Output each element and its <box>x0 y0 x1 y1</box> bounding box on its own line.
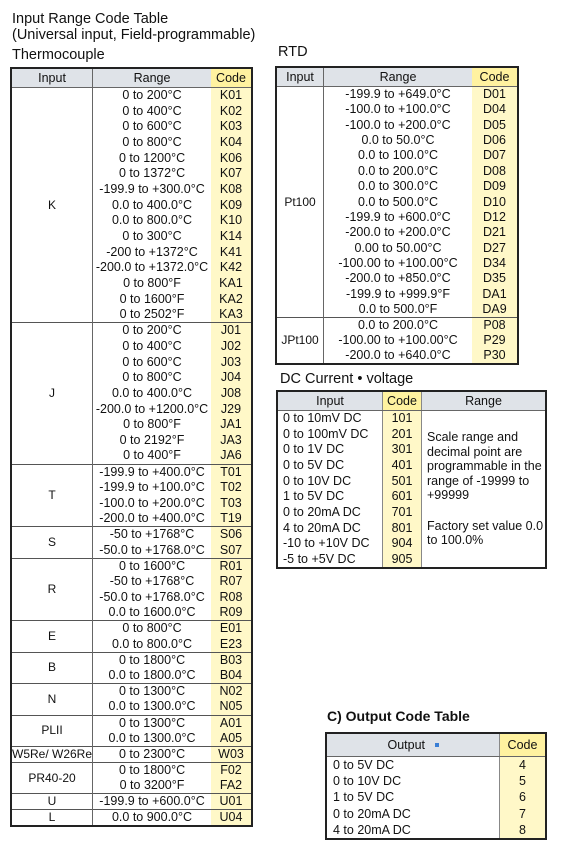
tc-code-cell: A05 <box>211 731 252 747</box>
tc-code-cell: N05 <box>211 699 252 715</box>
tc-group-label: L <box>11 810 93 827</box>
tc-range-cell: -200 to +1372°C <box>106 244 198 259</box>
tc-code-cell: R09 <box>211 605 252 621</box>
tc-group-label: N <box>11 684 93 715</box>
tc-range-cell: 0 to 1300°C <box>93 715 211 731</box>
rtd-header-input: Input <box>276 67 324 87</box>
tc-range-cell: 0 to 600°C <box>122 354 182 369</box>
out-output-cell: 0 to 20mA DC <box>326 806 500 823</box>
tc-range-cell: -200.0 to +1372.0°C <box>95 260 209 275</box>
dc-code-cell: 501 <box>383 473 422 489</box>
tc-header-code: Code <box>211 68 252 88</box>
tc-range-cell: -50 to +1768°C <box>93 527 211 543</box>
tc-code-cell: U04 <box>211 810 252 827</box>
tc-range-cell: 0 to 800°F <box>123 417 181 432</box>
dc-code-cell: 801 <box>383 520 422 536</box>
tc-code-cell: T03 <box>211 495 252 511</box>
tc-range-cell: -200.0 to +400.0°C <box>99 511 205 526</box>
tc-code-cell: K02 <box>211 103 252 119</box>
tc-range-cell: 0.0 to 1300.0°C <box>108 730 196 745</box>
tc-code-cell: U01 <box>211 794 252 810</box>
rtd-range-cell: 0.0 to 100.0°C <box>357 148 439 163</box>
thermocouple-table <box>10 67 253 827</box>
tc-range-cell: 0.0 to 1800.0°C <box>108 668 196 683</box>
tc-range-cell: -199.9 to +400.0°C <box>93 464 211 480</box>
tc-code-cell: J04 <box>211 370 252 386</box>
tc-range-cell: 0 to 1300°C <box>93 684 211 700</box>
tc-group-label: T <box>11 464 93 527</box>
tc-group-label: B <box>11 652 93 683</box>
rtd-code-cell: D21 <box>472 225 518 240</box>
dc-note-factory: Factory set value 0.0 to 100.0% <box>427 518 544 548</box>
rtd-range-cell: 0.0 to 500.0°F <box>358 302 438 317</box>
tc-range-cell: 0.0 to 400.0°C <box>111 385 193 400</box>
tc-code-cell: JA3 <box>211 433 252 449</box>
tc-range-cell: 0 to 3200°F <box>119 778 185 793</box>
dc-input-cell: 0 to 20mA DC <box>277 505 383 521</box>
dc-code-cell: 301 <box>383 442 422 458</box>
tc-code-cell: J02 <box>211 339 252 355</box>
out-header-output-label: Output <box>387 737 426 752</box>
tc-group-label: J <box>11 323 93 464</box>
out-header-output <box>326 733 500 757</box>
tc-code-cell: K04 <box>211 135 252 151</box>
out-row <box>326 790 546 807</box>
tc-range-cell: -50.0 to +1768.0°C <box>99 589 205 604</box>
tc-code-cell: T02 <box>211 480 252 496</box>
rtd-code-cell: D04 <box>472 102 518 117</box>
tc-code-cell: K42 <box>211 260 252 276</box>
rtd-code-cell: D01 <box>472 87 518 103</box>
tc-group-label: S <box>11 527 93 558</box>
tc-code-cell: R01 <box>211 558 252 574</box>
tc-range-cell: 0 to 1600°F <box>119 291 185 306</box>
tc-range-cell: 0 to 400°F <box>123 448 181 463</box>
dc-note-scale: Scale range and decimal point are programmable in the range of -19999 to +99999 <box>427 430 542 503</box>
rtd-range-cell: -200.0 to +200.0°C <box>345 225 451 240</box>
dc-input-cell: 0 to 1V DC <box>277 442 383 458</box>
tc-range-cell: 0 to 200°C <box>93 323 211 339</box>
tc-code-cell: K01 <box>211 88 252 104</box>
tc-code-cell: T01 <box>211 464 252 480</box>
tc-group-label: E <box>11 621 93 652</box>
rtd-code-cell: DA1 <box>472 287 518 302</box>
tc-group-label: W5Re/ W26Re <box>12 746 93 761</box>
tc-group-label: U <box>11 794 93 810</box>
tc-range-cell: 0.0 to 1300.0°C <box>108 699 196 714</box>
tc-code-cell: T19 <box>211 511 252 527</box>
tc-code-cell: FA2 <box>211 778 252 794</box>
rtd-range-cell: 0.0 to 500.0°C <box>357 194 439 209</box>
rtd-code-cell: D05 <box>472 117 518 132</box>
tc-code-cell: J08 <box>211 386 252 402</box>
rtd-header-code: Code <box>472 67 518 87</box>
rtd-code-cell: D10 <box>472 194 518 209</box>
out-row <box>326 757 546 774</box>
tc-header-range: Range <box>93 68 211 88</box>
rtd-code-cell: D07 <box>472 148 518 163</box>
tc-code-cell: K14 <box>211 229 252 245</box>
dc-input-cell: -10 to +10V DC <box>277 536 383 552</box>
tc-range-cell: 0.0 to 400.0°C <box>111 197 193 212</box>
tc-range-cell: 0 to 800°C <box>122 370 182 385</box>
tc-row <box>11 810 252 827</box>
tc-code-cell: K08 <box>211 182 252 198</box>
rtd-header-range: Range <box>324 67 473 87</box>
tc-range-cell: 0 to 1600°C <box>93 558 211 574</box>
tc-range-cell: 0 to 800°F <box>123 276 181 291</box>
output-heading: C) Output Code Table <box>327 708 470 724</box>
tc-range-cell: -50 to +1768°C <box>109 574 195 589</box>
rtd-group-label: JPt100 <box>276 318 324 365</box>
tc-row <box>11 464 252 480</box>
rtd-code-cell: D12 <box>472 210 518 225</box>
tc-range-cell: 0 to 400°C <box>122 338 182 353</box>
out-row <box>326 823 546 840</box>
rtd-code-cell: D35 <box>472 271 518 286</box>
rtd-body <box>276 87 518 365</box>
dc-row <box>277 411 546 427</box>
tc-range-cell: 0 to 400°C <box>122 103 182 118</box>
tc-row <box>11 684 252 700</box>
doc-subtitle: (Universal input, Field-programmable) <box>12 27 256 43</box>
tc-code-cell: S07 <box>211 542 252 558</box>
out-body <box>326 757 546 840</box>
tc-code-cell: R08 <box>211 590 252 606</box>
out-header-code: Code <box>500 733 547 757</box>
rtd-range-cell: 0.0 to 50.0°C <box>361 132 435 147</box>
dc-code-cell: 101 <box>383 411 422 427</box>
tc-group-label: PR40-20 <box>11 762 93 793</box>
tc-row <box>11 323 252 339</box>
dc-code-cell: 904 <box>383 536 422 552</box>
tc-range-cell: 0.0 to 900.0°C <box>93 810 211 827</box>
out-output-cell: 0 to 10V DC <box>326 773 500 790</box>
tc-code-cell: KA2 <box>211 291 252 307</box>
tc-range-cell: 0 to 800°C <box>93 621 211 637</box>
tc-row <box>11 88 252 104</box>
dc-input-cell: 1 to 5V DC <box>277 489 383 505</box>
rtd-range-cell: -200.0 to +640.0°C <box>345 348 451 363</box>
tc-range-cell: -199.9 to +100.0°C <box>99 480 205 495</box>
tc-row <box>11 527 252 543</box>
tc-row <box>11 621 252 637</box>
dc-input-cell: 0 to 10mV DC <box>277 411 383 427</box>
rtd-code-cell: DA9 <box>472 302 518 318</box>
dc-code-cell: 201 <box>383 426 422 442</box>
tc-code-cell: S06 <box>211 527 252 543</box>
out-code-cell: 8 <box>500 823 547 840</box>
dc-code-cell: 401 <box>383 458 422 474</box>
out-code-cell: 5 <box>500 773 547 790</box>
rtd-heading: RTD <box>278 44 308 60</box>
rtd-code-cell: D34 <box>472 256 518 271</box>
tc-group-label: PLII <box>11 715 93 746</box>
tc-range-cell: 0 to 1800°C <box>93 652 211 668</box>
out-code-cell: 4 <box>500 757 547 774</box>
tc-group-label: K <box>11 88 93 323</box>
rtd-row <box>276 87 518 103</box>
tc-code-cell: K10 <box>211 213 252 229</box>
tc-code-cell: KA3 <box>211 307 252 323</box>
tc-code-cell: B04 <box>211 668 252 684</box>
dc-code-cell: 601 <box>383 489 422 505</box>
out-code-cell: 6 <box>500 790 547 807</box>
blue-square-icon <box>435 743 439 747</box>
out-row <box>326 806 546 823</box>
output-table <box>325 732 547 840</box>
rtd-range-cell: 0.0 to 200.0°C <box>324 318 473 334</box>
dc-input-cell: 4 to 20mA DC <box>277 520 383 536</box>
tc-code-cell: K07 <box>211 166 252 182</box>
tc-code-cell: R07 <box>211 574 252 590</box>
rtd-code-cell: P08 <box>472 318 518 334</box>
tc-code-cell: F02 <box>211 762 252 778</box>
dc-input-cell: 0 to 5V DC <box>277 458 383 474</box>
dc-body <box>277 411 546 568</box>
tc-range-cell: -100.0 to +200.0°C <box>99 495 205 510</box>
dc-header-code: Code <box>383 391 422 411</box>
tc-range-cell: -200.0 to +1200.0°C <box>95 401 209 416</box>
rtd-range-cell: -100.00 to +100.00°C <box>338 333 458 348</box>
out-row <box>326 773 546 790</box>
tc-range-cell: 0 to 800°C <box>122 134 182 149</box>
rtd-code-cell: D08 <box>472 164 518 179</box>
tc-code-cell: K06 <box>211 150 252 166</box>
out-code-cell: 7 <box>500 806 547 823</box>
thermocouple-heading: Thermocouple <box>12 47 105 63</box>
tc-code-cell: JA1 <box>211 417 252 433</box>
out-output-cell: 0 to 5V DC <box>326 757 500 774</box>
tc-range-cell: -199.9 to +300.0°C <box>99 181 205 196</box>
tc-code-cell: N02 <box>211 684 252 700</box>
rtd-range-cell: -100.00 to +100.00°C <box>338 256 458 271</box>
dc-heading: DC Current • voltage <box>280 371 414 387</box>
tc-range-cell: 0 to 200°C <box>122 88 182 103</box>
doc-title: Input Range Code Table <box>12 11 169 27</box>
rtd-code-cell: D09 <box>472 179 518 194</box>
rtd-range-cell: 0.0 to 300.0°C <box>357 179 439 194</box>
tc-range-cell: 0.0 to 800.0°C <box>111 636 193 651</box>
rtd-table <box>275 66 519 365</box>
out-output-cell: 1 to 5V DC <box>326 790 500 807</box>
tc-range-cell: 0.0 to 1600.0°C <box>108 605 196 620</box>
tc-code-cell: J29 <box>211 401 252 417</box>
tc-range-cell: 0 to 2300°C <box>93 746 211 762</box>
tc-row <box>11 746 252 762</box>
dc-header-input: Input <box>277 391 383 411</box>
tc-range-cell: 0 to 300°C <box>122 229 182 244</box>
dc-table <box>276 390 547 569</box>
tc-header-input: Input <box>11 68 93 88</box>
tc-code-cell: J01 <box>211 323 252 339</box>
dc-input-cell: -5 to +5V DC <box>277 552 383 568</box>
tc-range-cell: 0.0 to 800.0°C <box>111 213 193 228</box>
tc-range-cell: 0 to 1800°C <box>93 762 211 778</box>
tc-code-cell: K03 <box>211 119 252 135</box>
dc-code-cell: 905 <box>383 552 422 568</box>
out-output-cell: 4 to 20mA DC <box>326 823 500 840</box>
tc-range-cell: 0 to 2502°F <box>119 307 185 322</box>
tc-code-cell: E23 <box>211 637 252 653</box>
tc-group-label: R <box>11 558 93 621</box>
rtd-range-cell: 0.0 to 200.0°C <box>357 163 439 178</box>
tc-code-cell: K41 <box>211 244 252 260</box>
rtd-range-cell: -100.0 to +100.0°C <box>345 102 451 117</box>
rtd-range-cell: -199.9 to +999.9°F <box>345 286 451 301</box>
dc-range-note <box>422 411 547 568</box>
rtd-row <box>276 318 518 334</box>
rtd-range-cell: 0.00 to 50.00°C <box>354 240 442 255</box>
tc-row <box>11 558 252 574</box>
rtd-code-cell: P29 <box>472 333 518 348</box>
rtd-range-cell: -200.0 to +850.0°C <box>345 271 451 286</box>
dc-input-cell: 0 to 100mV DC <box>277 426 383 442</box>
rtd-range-cell: -199.9 to +649.0°C <box>345 87 451 101</box>
tc-range-cell: 0 to 1372°C <box>118 166 186 181</box>
tc-row <box>11 794 252 810</box>
tc-code-cell: B03 <box>211 652 252 668</box>
rtd-range-cell: -199.9 to +600.0°C <box>345 209 451 224</box>
tc-code-cell: JA6 <box>211 448 252 464</box>
rtd-group-label: Pt100 <box>276 87 324 318</box>
dc-code-cell: 701 <box>383 505 422 521</box>
tc-code-cell: A01 <box>211 715 252 731</box>
tc-row <box>11 652 252 668</box>
tc-code-cell: W03 <box>211 746 252 762</box>
dc-input-cell: 0 to 10V DC <box>277 473 383 489</box>
tc-range-cell: 0 to 600°C <box>122 119 182 134</box>
tc-range-cell: -50.0 to +1768.0°C <box>99 542 205 557</box>
rtd-code-cell: P30 <box>472 348 518 364</box>
tc-row <box>11 762 252 778</box>
rtd-range-cell: -100.0 to +200.0°C <box>345 117 451 132</box>
tc-code-cell: K09 <box>211 197 252 213</box>
tc-range-cell: 0 to 2192°F <box>119 432 185 447</box>
tc-code-cell: E01 <box>211 621 252 637</box>
dc-header-range: Range <box>422 391 547 411</box>
tc-code-cell: KA1 <box>211 276 252 292</box>
tc-range-cell: -199.9 to +600.0°C <box>93 794 211 810</box>
rtd-code-cell: D27 <box>472 241 518 256</box>
tc-row <box>11 715 252 731</box>
tc-range-cell: 0 to 1200°C <box>118 150 186 165</box>
tc-body <box>11 88 252 827</box>
tc-code-cell: J03 <box>211 354 252 370</box>
rtd-code-cell: D06 <box>472 133 518 148</box>
